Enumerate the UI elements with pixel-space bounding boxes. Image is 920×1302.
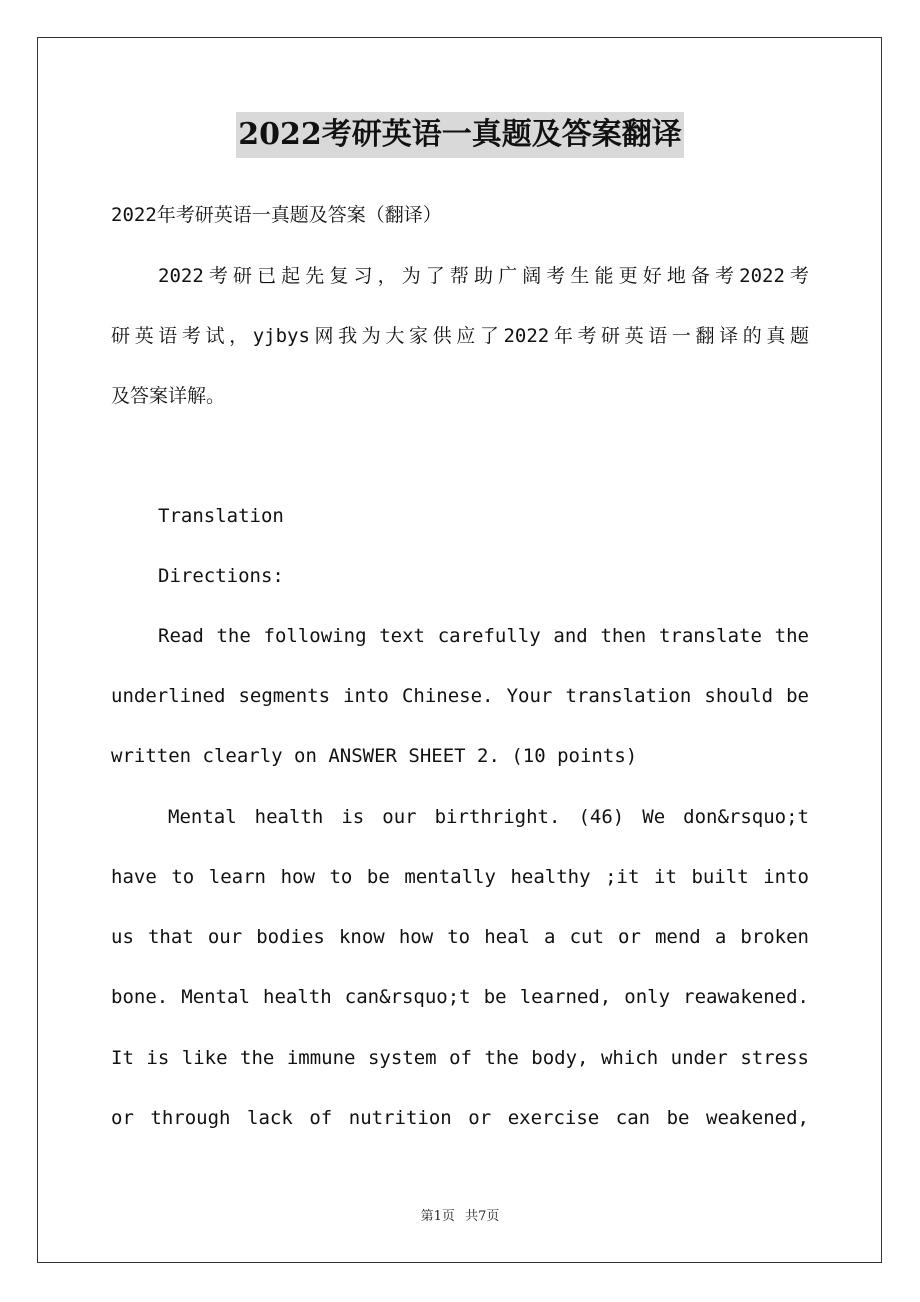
document-subtitle: 2022年考研英语一真题及答案（翻译） bbox=[111, 204, 442, 226]
intro-line-3: 及答案详解。 bbox=[111, 385, 226, 407]
passage-line-3: us that our bodies know how to heal a cut or mend a broken bbox=[111, 926, 809, 948]
passage-line-5: It is like the immune system of the body, which under stress bbox=[111, 1047, 809, 1069]
passage-line-4: bone. Mental health can&rsquo;t be learned, only reawakened. bbox=[111, 986, 809, 1008]
passage-line-1: Mental health is our birthright. (46) We don&rsquo;t bbox=[168, 806, 809, 828]
page-total: 共7页 bbox=[465, 1209, 500, 1224]
directions-line-1: Read the following text carefully and then translate the bbox=[158, 625, 809, 647]
intro-line-2: 研英语考试，yjbys网我为大家供应了2022年考研英语一翻译的真题 bbox=[111, 325, 809, 347]
title-wrapper bbox=[0, 112, 920, 158]
passage-line-6: or through lack of nutrition or exercise can be weakened, bbox=[111, 1107, 809, 1129]
section-heading: Translation bbox=[158, 505, 284, 527]
document-title: 2022考研英语一真题及答案翻译 bbox=[236, 112, 684, 158]
page-number: 第1页 bbox=[420, 1209, 455, 1224]
directions-label: Directions: bbox=[158, 565, 284, 587]
intro-line-1: 2022考研已起先复习，为了帮助广阔考生能更好地备考2022考 bbox=[158, 265, 809, 287]
directions-line-3: written clearly on ANSWER SHEET 2. (10 points) bbox=[111, 745, 638, 767]
passage-line-2: have to learn how to be mentally healthy ;it it built into bbox=[111, 866, 809, 888]
page-footer bbox=[0, 1205, 920, 1224]
directions-line-2: underlined segments into Chinese. Your translation should be bbox=[111, 685, 809, 707]
